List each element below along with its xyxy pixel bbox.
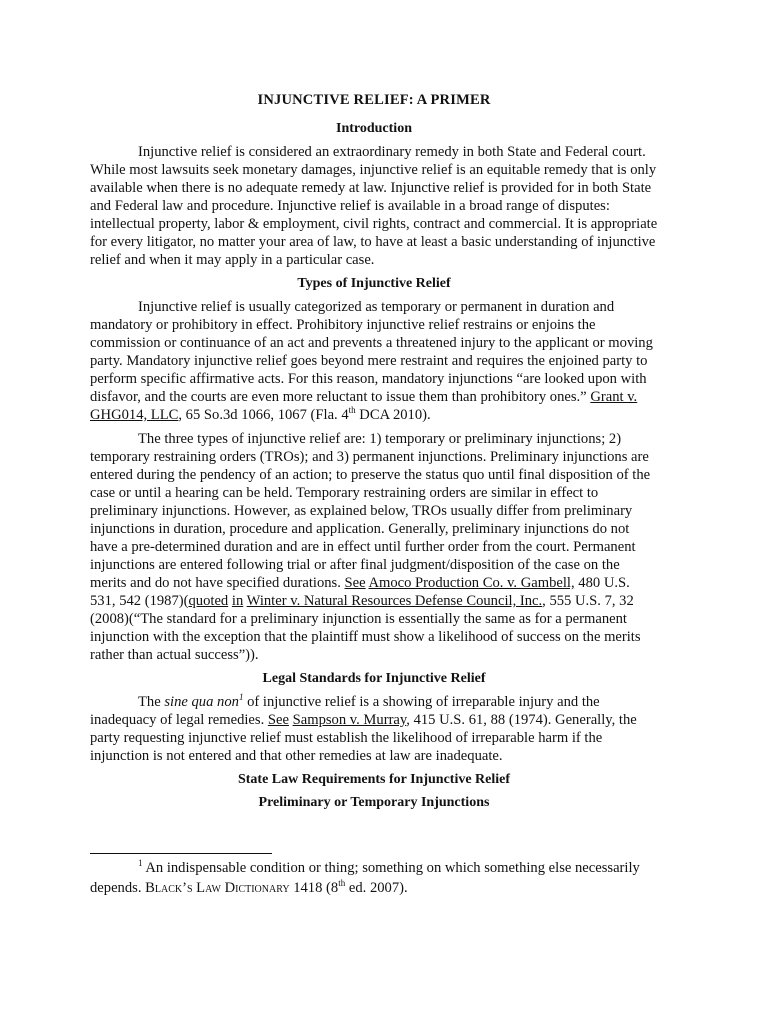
document-title: INJUNCTIVE RELIEF: A PRIMER — [257, 92, 491, 108]
types-paragraph-2: The three types of injunctive relief are: 1) temporary or preliminary injunctions; 2) temporary restraining orders (TROs); and 3) permanent injunctions. Preliminary injunctions are entered during the pendency of an action; to preserve the status quo until final disposition of the case or until a hearing can be held. Temporary restraining orders are similar in effect to preliminary injunctions. However, as explained below, TROs usually differ from preliminary injunctions in duration, procedure and application. Generally, preliminary injunctions do not have a pre-determined duration and are in effect until further order from the court. Permanent injunctions are entered following trial or after final judgment/disposition of the case on the merits and do not have specified durations. See Amoco Production Co. v. Gambell, 480 U.S. 531, 542 (1987)(quoted in Winter v. Natural Resources Defense Council, Inc., 555 U.S. 7, 32 (2008)(“The standard for a preliminary injunction is essentially the same as for a permanent injunction with the exception that the plaintiff must show a likelihood of success on the merits rather than actual success”)). — [90, 431, 651, 663]
types-paragraph-1: Injunctive relief is usually categorized as temporary or permanent in duration and mandatory or prohibitory in effect. Prohibitory injunctive relief restrains or enjoins the commission or continuance of an act and prevents a threatened injury to the applicant or moving party. Mandatory injunctive relief goes beyond mere restraint and requires the enjoined party to perform specific affirmative acts. For this reason, mandatory injunctions “are looked upon with disfavor, and the courts are even more reluctant to issue them than prohibitory ones.” Grant v. GHG014, LLC, 65 So.3d 1066, 1067 (Fla. 4th DCA 2010). — [90, 299, 653, 423]
footnote: $^1$ An indispensable condition or thing; something on which something else necessarily depends. Black’s Law Dictionary 1418 (8th ed. 2007). — [90, 858, 640, 896]
dictionary-citation: Black’s Law Dictionary — [145, 880, 290, 896]
footnote-separator — [90, 853, 272, 854]
types-heading: Types of Injunctive Relief — [297, 276, 451, 291]
footnote-reference: 1 — [238, 692, 244, 703]
case-citation-amoco: Amoco Production Co. v. Gambell, — [368, 575, 575, 591]
case-citation-grant: Grant v. GHG014, LLC — [90, 389, 638, 423]
legal-standards-heading: Legal Standards for Injunctive Relief — [262, 671, 486, 686]
preliminary-injunctions-heading: Preliminary or Temporary Injunctions — [258, 795, 490, 810]
intro-paragraph: Injunctive relief is considered an extraordinary remedy in both State and Federal court. While most lawsuits seek monetary damages, injunctive relief is an equitable remedy that is only available when there is no adequate remedy at law. Injunctive relief is provided for in both State and Federal law and procedure. Injunctive relief is available in a broad range of disputes: intellectual property, labor & employment, civil rights, contract and commercial. It is appropriate for every litigator, no matter your area of law, to have at least a basic understanding of injunctive relief and when it may apply in a particular case. — [90, 144, 658, 268]
intro-heading: Introduction — [336, 121, 412, 136]
state-law-heading: State Law Requirements for Injunctive Relief — [237, 772, 511, 787]
footnote-mark: 1 — [138, 858, 143, 869]
case-citation-sampson: Sampson v. Murray — [292, 712, 407, 728]
legal-standards-paragraph: The sine qua non$^1$ of injunctive relief is a showing of irreparable injury and the inadequacy of legal remedies. See Sampson v. Murray, 415 U.S. 61, 88 (1974). Generally, the party requesting injunctive relief must establish the likelihood of irreparable harm if the injunction is not entered and that other remedies at law are inadequate. — [90, 692, 637, 764]
case-citation-winter: Winter v. Natural Resources Defense Council, Inc. — [246, 593, 543, 609]
